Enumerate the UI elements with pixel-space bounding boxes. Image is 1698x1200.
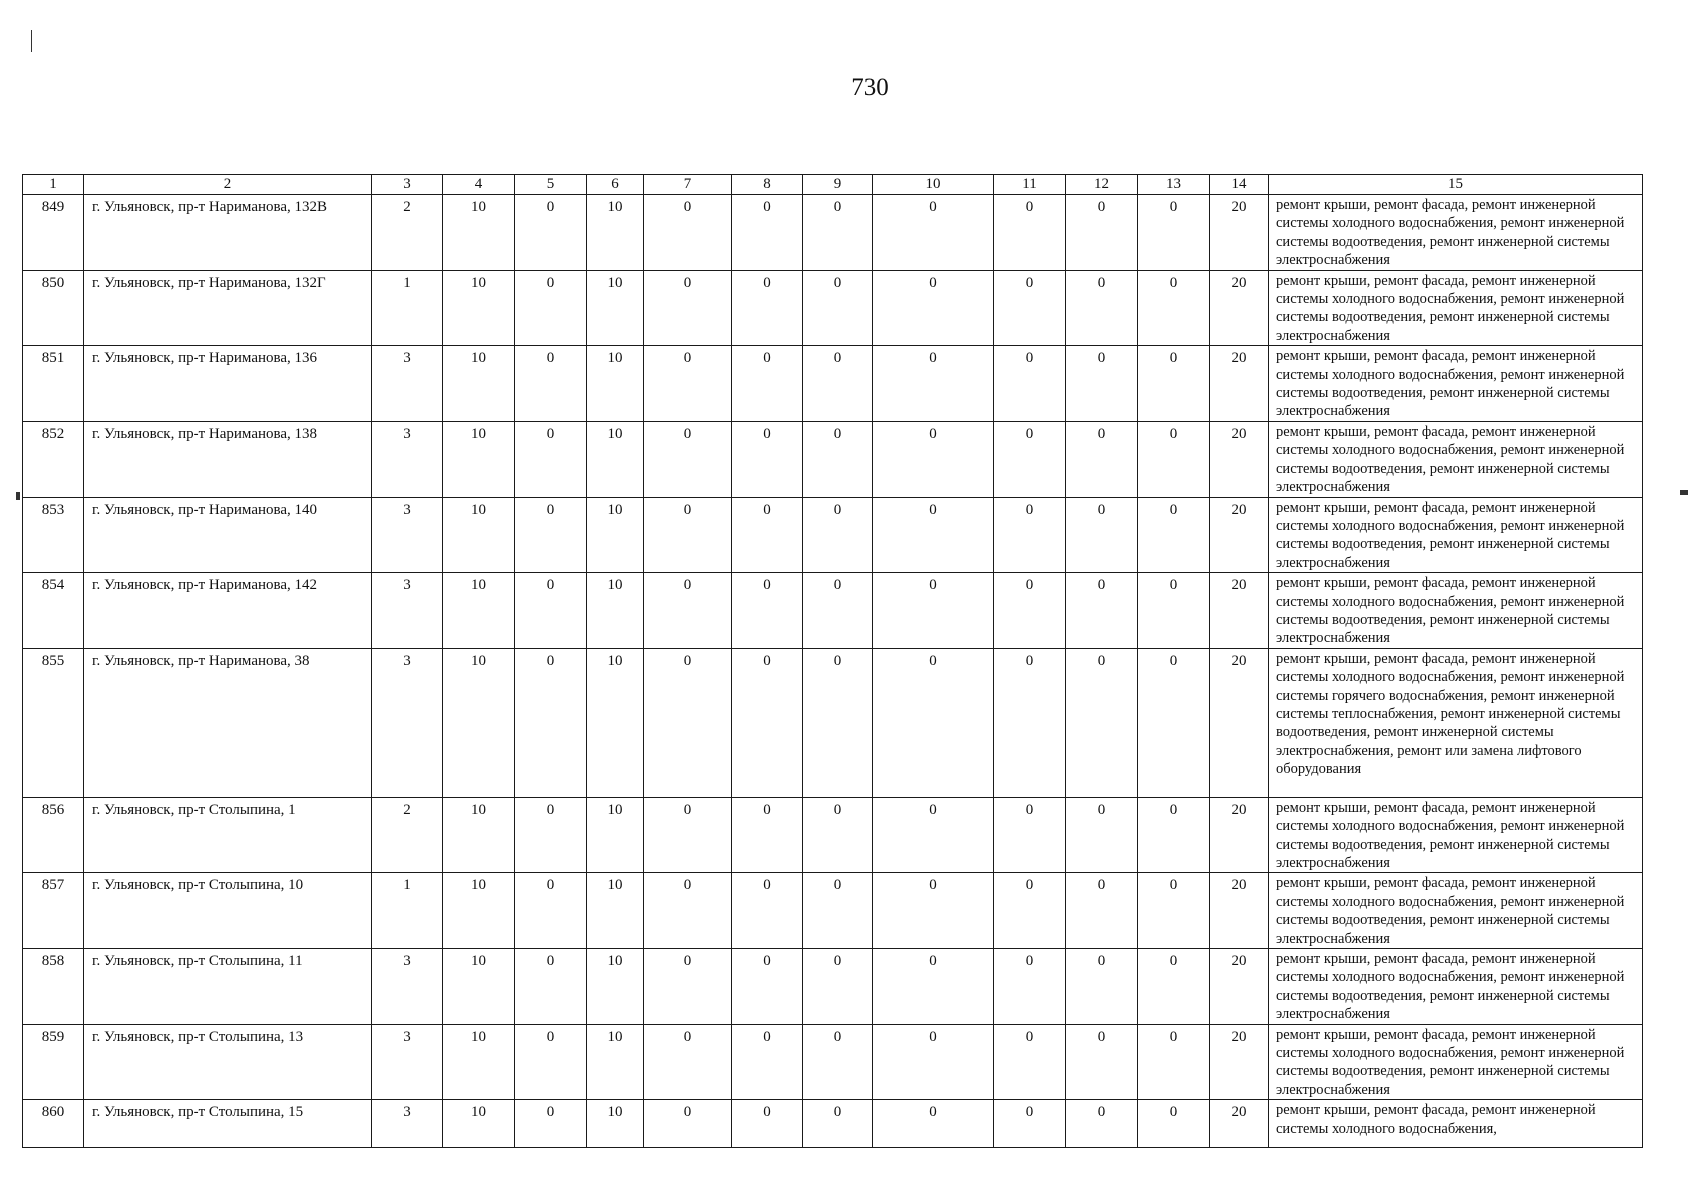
value-cell: 20 — [1210, 797, 1269, 873]
value-cell: 10 — [443, 573, 515, 649]
table-row — [23, 497, 1643, 573]
table-row — [23, 195, 1643, 271]
value-cell: 0 — [1066, 949, 1138, 1025]
value-cell: 10 — [443, 421, 515, 497]
value-cell: 0 — [803, 421, 873, 497]
value-cell: 0 — [732, 1100, 803, 1148]
value-cell: 3 — [372, 1024, 443, 1100]
value-cell: 0 — [515, 797, 587, 873]
value-cell: 0 — [515, 873, 587, 949]
value-cell: 0 — [1066, 873, 1138, 949]
value-cell: 0 — [1066, 270, 1138, 346]
table-row — [23, 1024, 1643, 1100]
value-cell: 0 — [732, 1024, 803, 1100]
column-header: 13 — [1138, 175, 1210, 195]
column-header: 8 — [732, 175, 803, 195]
value-cell: 0 — [732, 873, 803, 949]
value-cell: 0 — [644, 1024, 732, 1100]
value-cell: 0 — [873, 1024, 994, 1100]
value-cell: 0 — [994, 797, 1066, 873]
value-cell: 0 — [1138, 421, 1210, 497]
value-cell: 0 — [803, 873, 873, 949]
value-cell: 10 — [587, 1024, 644, 1100]
value-cell: 0 — [644, 1100, 732, 1148]
value-cell: 0 — [1138, 648, 1210, 797]
value-cell: 3 — [372, 949, 443, 1025]
value-cell: 0 — [515, 195, 587, 271]
value-cell: 0 — [994, 195, 1066, 271]
value-cell: 10 — [443, 270, 515, 346]
table-row — [23, 1100, 1643, 1148]
value-cell: 0 — [644, 497, 732, 573]
value-cell: 0 — [1138, 797, 1210, 873]
value-cell: 3 — [372, 421, 443, 497]
value-cell: 0 — [515, 421, 587, 497]
value-cell: 0 — [1066, 497, 1138, 573]
value-cell: 0 — [873, 421, 994, 497]
value-cell: 0 — [803, 1100, 873, 1148]
address-cell: г. Ульяновск, пр-т Нариманова, 138 — [84, 421, 372, 497]
value-cell: 0 — [732, 346, 803, 422]
value-cell: 10 — [443, 949, 515, 1025]
value-cell: 0 — [994, 949, 1066, 1025]
works-cell: ремонт крыши, ремонт фасада, ремонт инженерной системы холодного водоснабжения, ремонт инженерной системы водоотведения, ремонт инженерной системы электроснабжения — [1269, 873, 1643, 949]
value-cell: 0 — [515, 573, 587, 649]
value-cell: 0 — [994, 421, 1066, 497]
row-number: 859 — [23, 1024, 84, 1100]
column-header: 9 — [803, 175, 873, 195]
works-cell: ремонт крыши, ремонт фасада, ремонт инженерной системы холодного водоснабжения, ремонт инженерной системы водоотведения, ремонт инженерной системы электроснабжения — [1269, 949, 1643, 1025]
works-cell: ремонт крыши, ремонт фасада, ремонт инженерной системы холодного водоснабжения, ремонт инженерной системы водоотведения, ремонт инженерной системы электроснабжения — [1269, 497, 1643, 573]
value-cell: 0 — [732, 195, 803, 271]
value-cell: 2 — [372, 797, 443, 873]
value-cell: 0 — [873, 195, 994, 271]
value-cell: 10 — [443, 797, 515, 873]
works-cell: ремонт крыши, ремонт фасада, ремонт инженерной системы холодного водоснабжения, — [1269, 1100, 1643, 1148]
value-cell: 0 — [994, 573, 1066, 649]
value-cell: 10 — [443, 648, 515, 797]
value-cell: 0 — [803, 573, 873, 649]
value-cell: 0 — [515, 1024, 587, 1100]
value-cell: 0 — [873, 1100, 994, 1148]
table-row — [23, 648, 1643, 797]
value-cell: 0 — [644, 573, 732, 649]
value-cell: 0 — [1066, 648, 1138, 797]
value-cell: 0 — [1066, 346, 1138, 422]
works-cell: ремонт крыши, ремонт фасада, ремонт инженерной системы холодного водоснабжения, ремонт инженерной системы водоотведения, ремонт инженерной системы электроснабжения — [1269, 573, 1643, 649]
column-header: 10 — [873, 175, 994, 195]
value-cell: 10 — [587, 195, 644, 271]
table-row — [23, 573, 1643, 649]
value-cell: 0 — [644, 873, 732, 949]
value-cell: 3 — [372, 648, 443, 797]
row-number: 852 — [23, 421, 84, 497]
column-header: 14 — [1210, 175, 1269, 195]
value-cell: 0 — [644, 648, 732, 797]
value-cell: 3 — [372, 1100, 443, 1148]
value-cell: 0 — [515, 949, 587, 1025]
value-cell: 0 — [644, 421, 732, 497]
value-cell: 0 — [515, 1100, 587, 1148]
scan-mark-left — [31, 30, 32, 52]
value-cell: 0 — [994, 497, 1066, 573]
value-cell: 0 — [1138, 873, 1210, 949]
works-cell: ремонт крыши, ремонт фасада, ремонт инженерной системы холодного водоснабжения, ремонт инженерной системы водоотведения, ремонт инженерной системы электроснабжения — [1269, 346, 1643, 422]
value-cell: 0 — [515, 497, 587, 573]
value-cell: 20 — [1210, 1100, 1269, 1148]
value-cell: 3 — [372, 497, 443, 573]
value-cell: 0 — [515, 648, 587, 797]
value-cell: 0 — [1066, 421, 1138, 497]
value-cell: 0 — [1138, 346, 1210, 422]
column-header: 4 — [443, 175, 515, 195]
value-cell: 10 — [587, 346, 644, 422]
value-cell: 0 — [994, 346, 1066, 422]
works-cell: ремонт крыши, ремонт фасада, ремонт инженерной системы холодного водоснабжения, ремонт инженерной системы водоотведения, ремонт инженерной системы электроснабжения — [1269, 1024, 1643, 1100]
works-cell: ремонт крыши, ремонт фасада, ремонт инженерной системы холодного водоснабжения, ремонт инженерной системы водоотведения, ремонт инженерной системы электроснабжения — [1269, 797, 1643, 873]
value-cell: 0 — [515, 270, 587, 346]
value-cell: 0 — [994, 270, 1066, 346]
value-cell: 0 — [873, 949, 994, 1025]
row-number: 855 — [23, 648, 84, 797]
value-cell: 0 — [644, 346, 732, 422]
table-header-row — [23, 175, 1643, 195]
value-cell: 0 — [1138, 1100, 1210, 1148]
column-header: 12 — [1066, 175, 1138, 195]
address-cell: г. Ульяновск, пр-т Нариманова, 136 — [84, 346, 372, 422]
value-cell: 0 — [803, 797, 873, 873]
value-cell: 10 — [587, 1100, 644, 1148]
value-cell: 10 — [443, 195, 515, 271]
value-cell: 0 — [1066, 1024, 1138, 1100]
value-cell: 20 — [1210, 421, 1269, 497]
value-cell: 0 — [803, 949, 873, 1025]
table-row — [23, 421, 1643, 497]
value-cell: 10 — [443, 1100, 515, 1148]
value-cell: 0 — [1138, 1024, 1210, 1100]
row-number: 856 — [23, 797, 84, 873]
value-cell: 0 — [873, 346, 994, 422]
row-number: 854 — [23, 573, 84, 649]
value-cell: 0 — [994, 873, 1066, 949]
value-cell: 0 — [644, 797, 732, 873]
address-cell: г. Ульяновск, пр-т Нариманова, 132В — [84, 195, 372, 271]
value-cell: 10 — [587, 421, 644, 497]
value-cell: 0 — [873, 497, 994, 573]
value-cell: 1 — [372, 270, 443, 346]
value-cell: 0 — [1066, 1100, 1138, 1148]
scan-mark-right-edge — [1680, 490, 1688, 495]
value-cell: 0 — [873, 873, 994, 949]
value-cell: 0 — [803, 195, 873, 271]
table-row — [23, 797, 1643, 873]
value-cell: 10 — [587, 648, 644, 797]
value-cell: 0 — [994, 648, 1066, 797]
value-cell: 3 — [372, 573, 443, 649]
value-cell: 10 — [587, 949, 644, 1025]
value-cell: 0 — [1066, 573, 1138, 649]
value-cell: 20 — [1210, 195, 1269, 271]
address-cell: г. Ульяновск, пр-т Столыпина, 11 — [84, 949, 372, 1025]
column-header: 3 — [372, 175, 443, 195]
row-number: 857 — [23, 873, 84, 949]
column-header: 6 — [587, 175, 644, 195]
page-number: 730 — [851, 74, 889, 101]
value-cell: 0 — [873, 270, 994, 346]
address-cell: г. Ульяновск, пр-т Нариманова, 142 — [84, 573, 372, 649]
value-cell: 0 — [732, 497, 803, 573]
value-cell: 0 — [803, 346, 873, 422]
value-cell: 10 — [443, 346, 515, 422]
value-cell: 20 — [1210, 346, 1269, 422]
value-cell: 0 — [732, 573, 803, 649]
value-cell: 0 — [803, 648, 873, 797]
row-number: 851 — [23, 346, 84, 422]
column-header: 2 — [84, 175, 372, 195]
works-cell: ремонт крыши, ремонт фасада, ремонт инженерной системы холодного водоснабжения, ремонт инженерной системы водоотведения, ремонт инженерной системы электроснабжения — [1269, 421, 1643, 497]
address-cell: г. Ульяновск, пр-т Нариманова, 38 — [84, 648, 372, 797]
column-header: 11 — [994, 175, 1066, 195]
works-cell: ремонт крыши, ремонт фасада, ремонт инженерной системы холодного водоснабжения, ремонт инженерной системы водоотведения, ремонт инженерной системы электроснабжения — [1269, 270, 1643, 346]
column-header: 1 — [23, 175, 84, 195]
address-cell: г. Ульяновск, пр-т Столыпина, 1 — [84, 797, 372, 873]
value-cell: 10 — [587, 873, 644, 949]
address-cell: г. Ульяновск, пр-т Столыпина, 13 — [84, 1024, 372, 1100]
value-cell: 0 — [1138, 497, 1210, 573]
table-row — [23, 270, 1643, 346]
value-cell: 0 — [732, 648, 803, 797]
value-cell: 20 — [1210, 270, 1269, 346]
column-header: 5 — [515, 175, 587, 195]
row-number: 853 — [23, 497, 84, 573]
value-cell: 0 — [1138, 573, 1210, 649]
value-cell: 10 — [587, 497, 644, 573]
value-cell: 0 — [803, 270, 873, 346]
value-cell: 20 — [1210, 949, 1269, 1025]
repair-program-table — [22, 174, 1643, 1148]
value-cell: 3 — [372, 346, 443, 422]
value-cell: 10 — [587, 573, 644, 649]
works-cell: ремонт крыши, ремонт фасада, ремонт инженерной системы холодного водоснабжения, ремонт инженерной системы горячего водоснабжения, ремонт инженерной системы теплоснабжения, ремонт инженерной системы водоотведения, ремонт инженерной системы электроснабжения, ремонт или замена лифтового оборудования — [1269, 648, 1643, 797]
value-cell: 0 — [515, 346, 587, 422]
address-cell: г. Ульяновск, пр-т Нариманова, 132Г — [84, 270, 372, 346]
value-cell: 0 — [732, 949, 803, 1025]
value-cell: 1 — [372, 873, 443, 949]
row-number: 860 — [23, 1100, 84, 1148]
value-cell: 10 — [587, 270, 644, 346]
value-cell: 20 — [1210, 648, 1269, 797]
value-cell: 10 — [443, 497, 515, 573]
value-cell: 20 — [1210, 873, 1269, 949]
value-cell: 0 — [644, 270, 732, 346]
value-cell: 20 — [1210, 497, 1269, 573]
value-cell: 20 — [1210, 1024, 1269, 1100]
value-cell: 0 — [803, 1024, 873, 1100]
value-cell: 10 — [443, 1024, 515, 1100]
value-cell: 0 — [873, 573, 994, 649]
value-cell: 0 — [873, 648, 994, 797]
value-cell: 10 — [587, 797, 644, 873]
value-cell: 0 — [803, 497, 873, 573]
value-cell: 0 — [1066, 195, 1138, 271]
value-cell: 10 — [443, 873, 515, 949]
value-cell: 0 — [732, 270, 803, 346]
address-cell: г. Ульяновск, пр-т Нариманова, 140 — [84, 497, 372, 573]
scan-mark-left-edge — [16, 492, 20, 500]
column-header: 7 — [644, 175, 732, 195]
table-row — [23, 346, 1643, 422]
value-cell: 0 — [732, 421, 803, 497]
address-cell: г. Ульяновск, пр-т Столыпина, 15 — [84, 1100, 372, 1148]
row-number: 849 — [23, 195, 84, 271]
value-cell: 0 — [732, 797, 803, 873]
value-cell: 0 — [1138, 270, 1210, 346]
value-cell: 0 — [1066, 797, 1138, 873]
table-row — [23, 949, 1643, 1025]
value-cell: 20 — [1210, 573, 1269, 649]
column-header: 15 — [1269, 175, 1643, 195]
value-cell: 0 — [644, 195, 732, 271]
row-number: 858 — [23, 949, 84, 1025]
value-cell: 0 — [644, 949, 732, 1025]
value-cell: 0 — [1138, 949, 1210, 1025]
address-cell: г. Ульяновск, пр-т Столыпина, 10 — [84, 873, 372, 949]
value-cell: 0 — [994, 1024, 1066, 1100]
value-cell: 0 — [873, 797, 994, 873]
value-cell: 0 — [1138, 195, 1210, 271]
works-cell: ремонт крыши, ремонт фасада, ремонт инженерной системы холодного водоснабжения, ремонт инженерной системы водоотведения, ремонт инженерной системы электроснабжения — [1269, 195, 1643, 271]
value-cell: 2 — [372, 195, 443, 271]
row-number: 850 — [23, 270, 84, 346]
table-row — [23, 873, 1643, 949]
value-cell: 0 — [994, 1100, 1066, 1148]
